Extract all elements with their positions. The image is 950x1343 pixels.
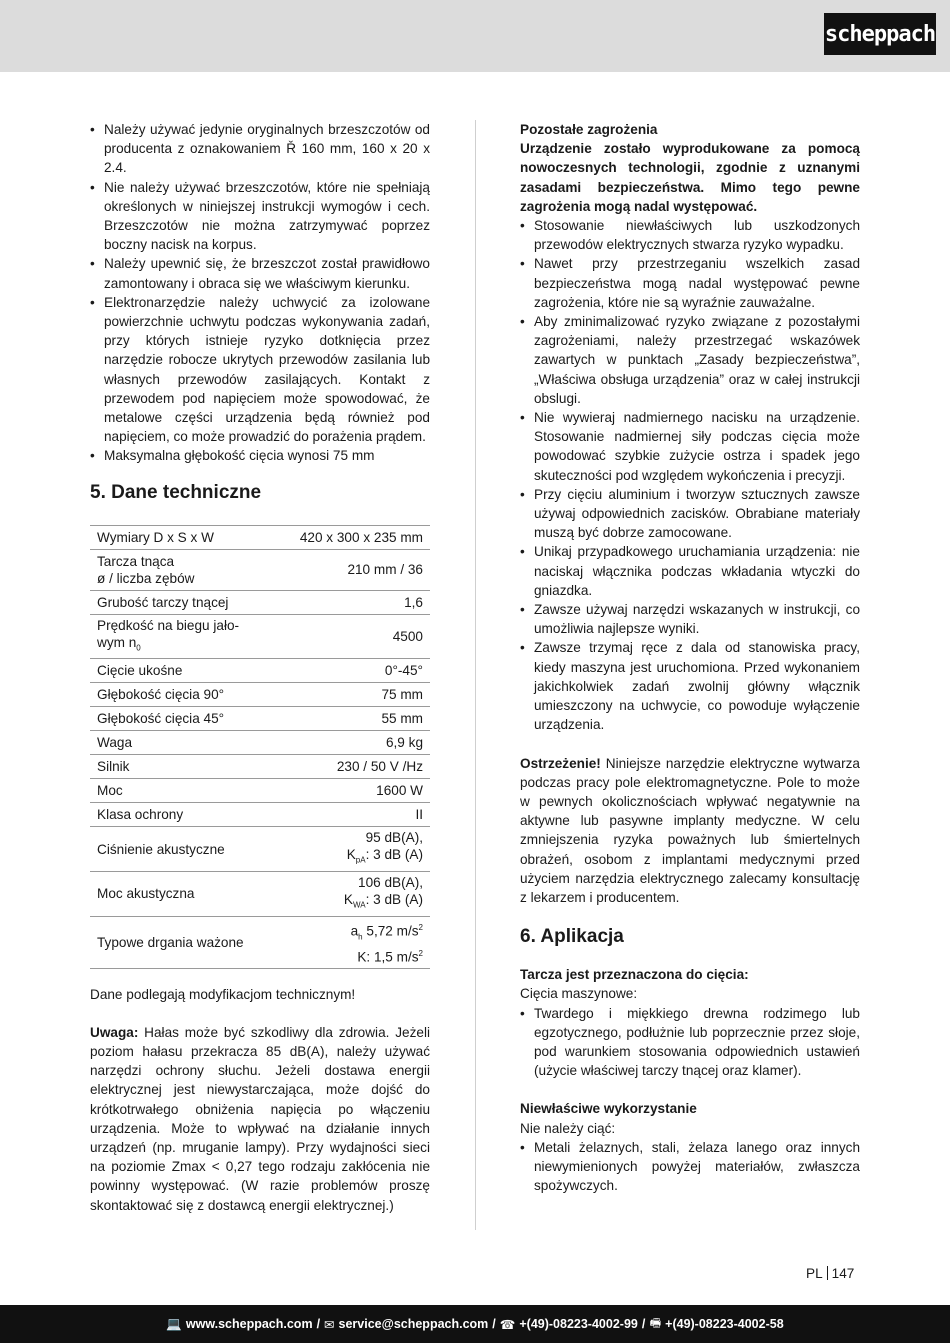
list-item: • Przy cięciu aluminium i tworzyw sztucznych zawsze używaj odpowiednich zacisków. Obrabiane materiały muszą być dobrze zamocowane. xyxy=(520,485,860,543)
table-row xyxy=(90,549,430,590)
page-number-block xyxy=(806,1266,854,1281)
phone-number: +(49)-08223-4002-99 xyxy=(519,1317,638,1331)
spec-value: 1600 W xyxy=(273,779,430,803)
spec-value: 106 dB(A), $K_{WA}$: 3 dB (A) xyxy=(273,872,430,917)
spec-value: $a_h$ 5,72 $m/s^2$ K: 1,5 $m/s^2$ xyxy=(273,916,430,968)
fax-number: +(49)-08223-4002-58 xyxy=(665,1317,784,1331)
safety-list xyxy=(90,120,430,466)
tech-data-table xyxy=(90,525,430,969)
right-column xyxy=(520,120,860,1195)
table-row xyxy=(90,707,430,731)
separator: / xyxy=(641,1317,646,1331)
emf-warning xyxy=(520,754,860,908)
spec-value: 4500 xyxy=(273,614,430,659)
page-number: 147 xyxy=(831,1266,855,1281)
section-title-application: 6. Aplikacja xyxy=(520,926,624,948)
column-divider xyxy=(475,120,476,1230)
list-item: • Nie wywieraj nadmiernego nacisku na urządzenie. Stosowanie nadmiernej siły podczas cięcia może powodować szybkie zużycie ostrza i spadek jego skuteczności pod względem wykończenia i precyzji. xyxy=(520,408,860,485)
list-item: • Należy używać jedynie oryginalnych brzeszczotów od producenta z oznakowaniem Ř 160 mm, 160 x 20 x 2.4. xyxy=(90,120,430,178)
spec-label: Ciśnienie akustyczne xyxy=(90,827,273,872)
table-row xyxy=(90,872,430,917)
table-row xyxy=(90,590,430,614)
misuse-subtitle: Nie należy ciąć: xyxy=(520,1120,616,1136)
list-item: • Zawsze trzymaj ręce z dala od stanowiska pracy, kiedy maszyna jest uruchomiona. Przed wykonaniem jakichkolwiek zadań zwolnij główny włącznik umieszczony na uchwycie, co powoduje wyłączenie urządzenia. xyxy=(520,638,860,734)
spec-label: Tarcza tnąca ø / liczba zębów xyxy=(90,549,273,590)
fax-icon: 🖷 xyxy=(649,1315,662,1330)
spec-value: II xyxy=(273,803,430,827)
modification-note: Dane podlegają modyfikacjom technicznym! xyxy=(90,986,356,1002)
list-item: • Należy upewnić się, że brzeszczot został prawidłowo zamontowany i obraca się we właściwym kierunku. xyxy=(90,254,430,292)
list-item: • Elektronarzędzie należy uchwycić za izolowane powierzchnie uchwytu podczas wykonywania zadań, przy których istnieje ryzyko dotknięcia przez narzędzie robocze ukrytych przewodów zasilania lub własnych przewodów zasilających. Kontakt z przewodem pod napięciem może spowodować, że metalowe części urządzenia będą również pod napięciem, co może prowadzić do porażenia prądem. xyxy=(90,293,430,447)
table-row xyxy=(90,731,430,755)
table-row xyxy=(90,803,430,827)
separator: / xyxy=(316,1317,321,1331)
table-row xyxy=(90,659,430,683)
table-row xyxy=(90,683,430,707)
language-code: PL xyxy=(806,1266,823,1281)
table-row xyxy=(90,916,430,968)
list-item: • Nie należy używać brzeszczotów, które nie spełniają określonych w niniejszej instrukcji wymogów i cech. Brzeszczotów nie można zatrzymywać poprzez boczny nacisk na korpus. xyxy=(90,178,430,255)
risks-list xyxy=(520,216,860,734)
warning-text: Hałas może być szkodliwy dla zdrowia. Jeżeli poziom hałasu przekracza 85 dB(A), należy używać narzędzi ochrony słuchu. Jeżeli dostawa energii elektrycznej jest niewystarczająca, może dojść do krótkotrwałego obniżenia napięcia po włączeniu urządzenia. Może to wpływać na działanie innych urządzeń (np. mruganie lampy). Przy wydajności sieci na poziomie Zmax < 0,27 tego rodzaju zakłócenia nie powinny występować. (W razie problemów proszę skontaktować się z dostawcą energii elektrycznej.) xyxy=(90,1024,430,1213)
spec-value: 210 mm / 36 xyxy=(273,549,430,590)
table-row xyxy=(90,614,430,659)
spec-value: 230 / 50 V /Hz xyxy=(273,755,430,779)
risks-intro: Urządzenie zostało wyprodukowane za pomocą nowoczesnych technologii, zgodnie z uznanymi zasadami bezpieczeństwa. Mimo tego pewne zagrożenia mogą nadal występować. xyxy=(520,141,860,214)
spec-value: 55 mm xyxy=(273,707,430,731)
spec-label: Głębokość cięcia 90° xyxy=(90,683,273,707)
spec-label: Moc akustyczna xyxy=(90,872,273,917)
spec-label: Grubość tarczy tnącej xyxy=(90,590,273,614)
spec-value: 6,9 kg xyxy=(273,731,430,755)
spec-label: Prędkość na biegu jało- wym $n_0$ xyxy=(90,614,273,659)
list-item: • Zawsze używaj narzędzi wskazanych w instrukcji, co umożliwia najlepsze wyniki. xyxy=(520,600,860,638)
misuse-title: Niewłaściwe wykorzystanie xyxy=(520,1101,697,1117)
list-item: • Twardego i miękkiego drewna rodzimego lub egzotycznego, podłużnie lub poprzecznie przez słoje, pod warunkiem stosowania odpowiednich ustawień (użycie właściwej tarczy tnącej oraz klamer). xyxy=(520,1004,860,1081)
spec-label: Waga xyxy=(90,731,273,755)
noise-warning xyxy=(90,1023,430,1215)
separator xyxy=(827,1266,828,1280)
risks-title: Pozostałe zagrożenia xyxy=(520,122,658,137)
list-item: • Maksymalna głębokość cięcia wynosi 75 mm xyxy=(90,446,430,465)
emf-text: Niniejsze narzędzie elektryczne wytwarza podczas pracy pole elektromagnetyczne. Pole to może w pewnych okolicznościach wpływać negatywnie na aktywne lub pasywne implanty medyczne. W celu zmniejszenia ryzyka poważnych lub śmiertelnych obrażeń, osobom z implantami medycznymi przed użyciem narzędzia elektrycznego zalecamy konsultację z lekarzem i producentem. xyxy=(520,755,860,905)
spec-label: Cięcie ukośne xyxy=(90,659,273,683)
spec-value: 0°-45° xyxy=(273,659,430,683)
list-item: • Stosowanie niewłaściwych lub uszkodzonych przewodów elektrycznych stwarza ryzyko wypadku. xyxy=(520,216,860,254)
section-title-tech-data: 5. Dane techniczne xyxy=(90,481,262,503)
spec-label: Klasa ochrony xyxy=(90,803,273,827)
list-item: • Metali żelaznych, stali, żelaza lanego oraz innych niewymienionych powyżej materiałów, zwłaszcza spożywczych. xyxy=(520,1138,860,1196)
spec-value: 1,6 xyxy=(273,590,430,614)
email-link[interactable]: service@scheppach.com xyxy=(338,1317,489,1331)
scheppach-logo: scheppach xyxy=(824,13,936,55)
spec-label: Moc xyxy=(90,779,273,803)
table-row xyxy=(90,755,430,779)
intended-use-subtitle: Cięcia maszynowe: xyxy=(520,986,638,1002)
website-link[interactable]: www.scheppach.com xyxy=(185,1317,313,1331)
phone-icon: ☎ xyxy=(499,1317,516,1332)
table-row xyxy=(90,525,430,549)
list-item: • Nawet przy przestrzeganiu wszelkich zasad bezpieczeństwa mogą nadal występować pewne zagrożenia, które nie są wyraźnie zauważalne. xyxy=(520,254,860,312)
misuse-list xyxy=(520,1138,860,1196)
list-item: • Aby zminimalizować ryzyko związane z pozostałymi zagrożeniami, należy przestrzegać wskazówek zawartych w punktach „Zasady bezpieczeństwa”, „Właściwa obsługa urządzenia” oraz w całej instrukcji obslugi. xyxy=(520,312,860,408)
list-item: • Unikaj przypadkowego uruchamiania urządzenia: nie naciskaj włącznika podczas wkładania wtyczki do gniazdka. xyxy=(520,542,860,600)
table-row xyxy=(90,827,430,872)
emf-label: Ostrzeżenie! xyxy=(520,755,601,771)
spec-value: 420 x 300 x 235 mm xyxy=(273,525,430,549)
intended-use-list xyxy=(520,1004,860,1081)
left-column xyxy=(90,120,430,1215)
spec-label: Typowe drgania ważone xyxy=(90,916,273,968)
spec-value: 75 mm xyxy=(273,683,430,707)
mail-icon: ✉ xyxy=(324,1317,335,1332)
table-row xyxy=(90,779,430,803)
spec-label: Głębokość cięcia 45° xyxy=(90,707,273,731)
separator: / xyxy=(492,1317,496,1331)
spec-label: Silnik xyxy=(90,755,273,779)
computer-icon: 💻 xyxy=(166,1316,182,1331)
intended-use-title: Tarcza jest przeznaczona do cięcia: xyxy=(520,967,749,983)
spec-value: 95 dB(A), $K_{pA}$: 3 dB (A) xyxy=(273,827,430,872)
header-band xyxy=(0,0,950,72)
warning-label: Uwaga: xyxy=(90,1024,139,1040)
contact-footer xyxy=(0,1305,950,1343)
spec-label: Wymiary D x S x W xyxy=(90,525,273,549)
